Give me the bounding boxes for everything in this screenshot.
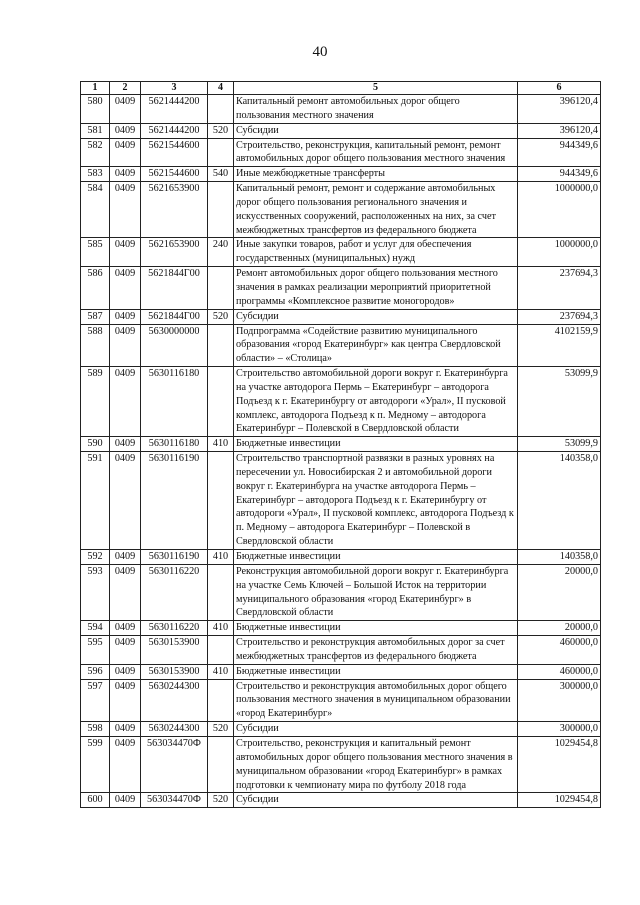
expense-type-cell: 410 bbox=[208, 664, 234, 679]
row-number-cell: 593 bbox=[81, 564, 110, 620]
table-body bbox=[81, 95, 601, 808]
item-name-cell: Строительство транспортной развязки в разных уровнях на пересечении ул. Новосибирская 2 и автомобильной дороги вокруг г. Екатеринбурга на участке автодорога Пермь – Екатеринбург – автодорога Подъезд к г. Екатеринбургу от автодороги «Урал», II пусковой комплекс, автодорога Подъезд к п. Медному – автодорога Екатеринбург – Полевской в Свердловской области bbox=[234, 452, 518, 550]
item-name-cell: Бюджетные инвестиции bbox=[234, 621, 518, 636]
section-code-cell: 0409 bbox=[110, 238, 141, 267]
item-name-cell: Строительство, реконструкция и капитальный ремонт автомобильных дорог общего пользования местного значения в муниципальном образовании «город Екатеринбург» в рамках подготовки к чемпионату мира по футболу 2018 года bbox=[234, 736, 518, 792]
expense-type-cell bbox=[208, 138, 234, 167]
section-code-cell: 0409 bbox=[110, 182, 141, 238]
expense-type-cell bbox=[208, 452, 234, 550]
amount-cell: 237694,3 bbox=[518, 267, 601, 310]
row-number-cell: 594 bbox=[81, 621, 110, 636]
table-row bbox=[81, 736, 601, 792]
target-code-cell: 5630116180 bbox=[141, 367, 208, 437]
header-col-3: 3 bbox=[141, 82, 208, 95]
expense-type-cell: 410 bbox=[208, 621, 234, 636]
amount-cell: 1029454,8 bbox=[518, 736, 601, 792]
expense-type-cell bbox=[208, 367, 234, 437]
expense-type-cell bbox=[208, 182, 234, 238]
target-code-cell: 5630116190 bbox=[141, 452, 208, 550]
section-code-cell: 0409 bbox=[110, 621, 141, 636]
row-number-cell: 587 bbox=[81, 309, 110, 324]
table-row bbox=[81, 437, 601, 452]
expense-type-cell bbox=[208, 636, 234, 665]
amount-cell: 20000,0 bbox=[518, 564, 601, 620]
item-name-cell: Субсидии bbox=[234, 793, 518, 808]
row-number-cell: 598 bbox=[81, 722, 110, 737]
section-code-cell: 0409 bbox=[110, 452, 141, 550]
table-row bbox=[81, 267, 601, 310]
section-code-cell: 0409 bbox=[110, 636, 141, 665]
table-row bbox=[81, 621, 601, 636]
amount-cell: 1000000,0 bbox=[518, 182, 601, 238]
item-name-cell: Иные межбюджетные трансферты bbox=[234, 167, 518, 182]
target-code-cell: 5621653900 bbox=[141, 182, 208, 238]
section-code-cell: 0409 bbox=[110, 123, 141, 138]
item-name-cell: Субсидии bbox=[234, 309, 518, 324]
item-name-cell: Бюджетные инвестиции bbox=[234, 664, 518, 679]
table-row bbox=[81, 324, 601, 367]
amount-cell: 140358,0 bbox=[518, 452, 601, 550]
target-code-cell: 5621544600 bbox=[141, 167, 208, 182]
table-row bbox=[81, 452, 601, 550]
table-row bbox=[81, 182, 601, 238]
expense-type-cell: 520 bbox=[208, 793, 234, 808]
target-code-cell: 5630116190 bbox=[141, 550, 208, 565]
header-col-4: 4 bbox=[208, 82, 234, 95]
target-code-cell: 5630116220 bbox=[141, 621, 208, 636]
amount-cell: 20000,0 bbox=[518, 621, 601, 636]
table-row bbox=[81, 636, 601, 665]
row-number-cell: 586 bbox=[81, 267, 110, 310]
target-code-cell: 563034470Ф bbox=[141, 793, 208, 808]
table-row bbox=[81, 167, 601, 182]
row-number-cell: 592 bbox=[81, 550, 110, 565]
item-name-cell: Капитальный ремонт автомобильных дорог общего пользования местного значения bbox=[234, 95, 518, 124]
row-number-cell: 599 bbox=[81, 736, 110, 792]
table-row bbox=[81, 679, 601, 722]
budget-table bbox=[80, 81, 601, 808]
item-name-cell: Бюджетные инвестиции bbox=[234, 437, 518, 452]
amount-cell: 4102159,9 bbox=[518, 324, 601, 367]
expense-type-cell bbox=[208, 564, 234, 620]
amount-cell: 460000,0 bbox=[518, 664, 601, 679]
target-code-cell: 5630153900 bbox=[141, 636, 208, 665]
target-code-cell: 5621444200 bbox=[141, 123, 208, 138]
expense-type-cell: 410 bbox=[208, 550, 234, 565]
row-number-cell: 600 bbox=[81, 793, 110, 808]
expense-type-cell bbox=[208, 679, 234, 722]
amount-cell: 1000000,0 bbox=[518, 238, 601, 267]
row-number-cell: 580 bbox=[81, 95, 110, 124]
amount-cell: 396120,4 bbox=[518, 95, 601, 124]
section-code-cell: 0409 bbox=[110, 437, 141, 452]
item-name-cell: Строительство и реконструкция автомобильных дорог за счет межбюджетных трансфертов из федерального бюджета bbox=[234, 636, 518, 665]
item-name-cell: Капитальный ремонт, ремонт и содержание автомобильных дорог общего пользования регионального значения и искусственных сооружений, расположенных на них, за счет межбюджетных трансфертов из федерального бюджета bbox=[234, 182, 518, 238]
row-number-cell: 585 bbox=[81, 238, 110, 267]
target-code-cell: 5630000000 bbox=[141, 324, 208, 367]
section-code-cell: 0409 bbox=[110, 138, 141, 167]
table-row bbox=[81, 95, 601, 124]
section-code-cell: 0409 bbox=[110, 550, 141, 565]
target-code-cell: 5630116180 bbox=[141, 437, 208, 452]
section-code-cell: 0409 bbox=[110, 324, 141, 367]
item-name-cell: Строительство, реконструкция, капитальный ремонт, ремонт автомобильных дорог общего пользования местного значения bbox=[234, 138, 518, 167]
amount-cell: 237694,3 bbox=[518, 309, 601, 324]
table-header-row bbox=[81, 82, 601, 95]
header-col-2: 2 bbox=[110, 82, 141, 95]
table-row bbox=[81, 564, 601, 620]
section-code-cell: 0409 bbox=[110, 679, 141, 722]
expense-type-cell bbox=[208, 95, 234, 124]
expense-type-cell: 520 bbox=[208, 123, 234, 138]
section-code-cell: 0409 bbox=[110, 167, 141, 182]
section-code-cell: 0409 bbox=[110, 664, 141, 679]
row-number-cell: 591 bbox=[81, 452, 110, 550]
table-row bbox=[81, 664, 601, 679]
section-code-cell: 0409 bbox=[110, 309, 141, 324]
row-number-cell: 583 bbox=[81, 167, 110, 182]
section-code-cell: 0409 bbox=[110, 367, 141, 437]
expense-type-cell: 520 bbox=[208, 722, 234, 737]
row-number-cell: 595 bbox=[81, 636, 110, 665]
section-code-cell: 0409 bbox=[110, 95, 141, 124]
amount-cell: 300000,0 bbox=[518, 679, 601, 722]
row-number-cell: 597 bbox=[81, 679, 110, 722]
amount-cell: 53099,9 bbox=[518, 437, 601, 452]
target-code-cell: 5621844Г00 bbox=[141, 267, 208, 310]
table-row bbox=[81, 238, 601, 267]
expense-type-cell bbox=[208, 267, 234, 310]
target-code-cell: 5621444200 bbox=[141, 95, 208, 124]
header-col-6: 6 bbox=[518, 82, 601, 95]
row-number-cell: 588 bbox=[81, 324, 110, 367]
table-row bbox=[81, 793, 601, 808]
page-number: 40 bbox=[312, 44, 328, 60]
amount-cell: 460000,0 bbox=[518, 636, 601, 665]
amount-cell: 53099,9 bbox=[518, 367, 601, 437]
item-name-cell: Подпрограмма «Содействие развитию муниципального образования «город Екатеринбург» как центра Свердловской области» – «Столица» bbox=[234, 324, 518, 367]
amount-cell: 944349,6 bbox=[518, 167, 601, 182]
expense-type-cell: 520 bbox=[208, 309, 234, 324]
table-row bbox=[81, 309, 601, 324]
row-number-cell: 589 bbox=[81, 367, 110, 437]
amount-cell: 944349,6 bbox=[518, 138, 601, 167]
target-code-cell: 5630244300 bbox=[141, 679, 208, 722]
header-col-1: 1 bbox=[81, 82, 110, 95]
row-number-cell: 590 bbox=[81, 437, 110, 452]
item-name-cell: Субсидии bbox=[234, 123, 518, 138]
section-code-cell: 0409 bbox=[110, 722, 141, 737]
target-code-cell: 5621844Г00 bbox=[141, 309, 208, 324]
section-code-cell: 0409 bbox=[110, 267, 141, 310]
table-row bbox=[81, 550, 601, 565]
section-code-cell: 0409 bbox=[110, 736, 141, 792]
amount-cell: 396120,4 bbox=[518, 123, 601, 138]
section-code-cell: 0409 bbox=[110, 564, 141, 620]
expense-type-cell: 540 bbox=[208, 167, 234, 182]
target-code-cell: 5621544600 bbox=[141, 138, 208, 167]
table-row bbox=[81, 722, 601, 737]
amount-cell: 300000,0 bbox=[518, 722, 601, 737]
expense-type-cell: 240 bbox=[208, 238, 234, 267]
target-code-cell: 5630244300 bbox=[141, 722, 208, 737]
item-name-cell: Реконструкция автомобильной дороги вокруг г. Екатеринбурга на участке Семь Ключей – Большой Исток на территории муниципального образования «город Екатеринбург» в Свердловской области bbox=[234, 564, 518, 620]
table-row bbox=[81, 123, 601, 138]
section-code-cell: 0409 bbox=[110, 793, 141, 808]
row-number-cell: 582 bbox=[81, 138, 110, 167]
row-number-cell: 584 bbox=[81, 182, 110, 238]
target-code-cell: 563034470Ф bbox=[141, 736, 208, 792]
item-name-cell: Ремонт автомобильных дорог общего пользования местного значения в рамках реализации мероприятий приоритетной программы «Комплексное развитие моногородов» bbox=[234, 267, 518, 310]
amount-cell: 140358,0 bbox=[518, 550, 601, 565]
item-name-cell: Строительство автомобильной дороги вокруг г. Екатеринбурга на участке автодорога Пермь – Екатеринбург – автодорога Подъезд к г. Екатеринбургу от автодороги «Урал», II пусковой комплекс, автодорога Подъезд к п. Медному – автодорога Екатеринбург – Полевской в Свердловской области bbox=[234, 367, 518, 437]
expense-type-cell: 410 bbox=[208, 437, 234, 452]
item-name-cell: Субсидии bbox=[234, 722, 518, 737]
expense-type-cell bbox=[208, 324, 234, 367]
table-row bbox=[81, 367, 601, 437]
item-name-cell: Бюджетные инвестиции bbox=[234, 550, 518, 565]
item-name-cell: Иные закупки товаров, работ и услуг для обеспечения государственных (муниципальных) нужд bbox=[234, 238, 518, 267]
header-col-5: 5 bbox=[234, 82, 518, 95]
table-row bbox=[81, 138, 601, 167]
target-code-cell: 5630153900 bbox=[141, 664, 208, 679]
target-code-cell: 5621653900 bbox=[141, 238, 208, 267]
row-number-cell: 581 bbox=[81, 123, 110, 138]
row-number-cell: 596 bbox=[81, 664, 110, 679]
item-name-cell: Строительство и реконструкция автомобильных дорог общего пользования местного значения в муниципальном образовании «город Екатеринбург» bbox=[234, 679, 518, 722]
target-code-cell: 5630116220 bbox=[141, 564, 208, 620]
amount-cell: 1029454,8 bbox=[518, 793, 601, 808]
expense-type-cell bbox=[208, 736, 234, 792]
